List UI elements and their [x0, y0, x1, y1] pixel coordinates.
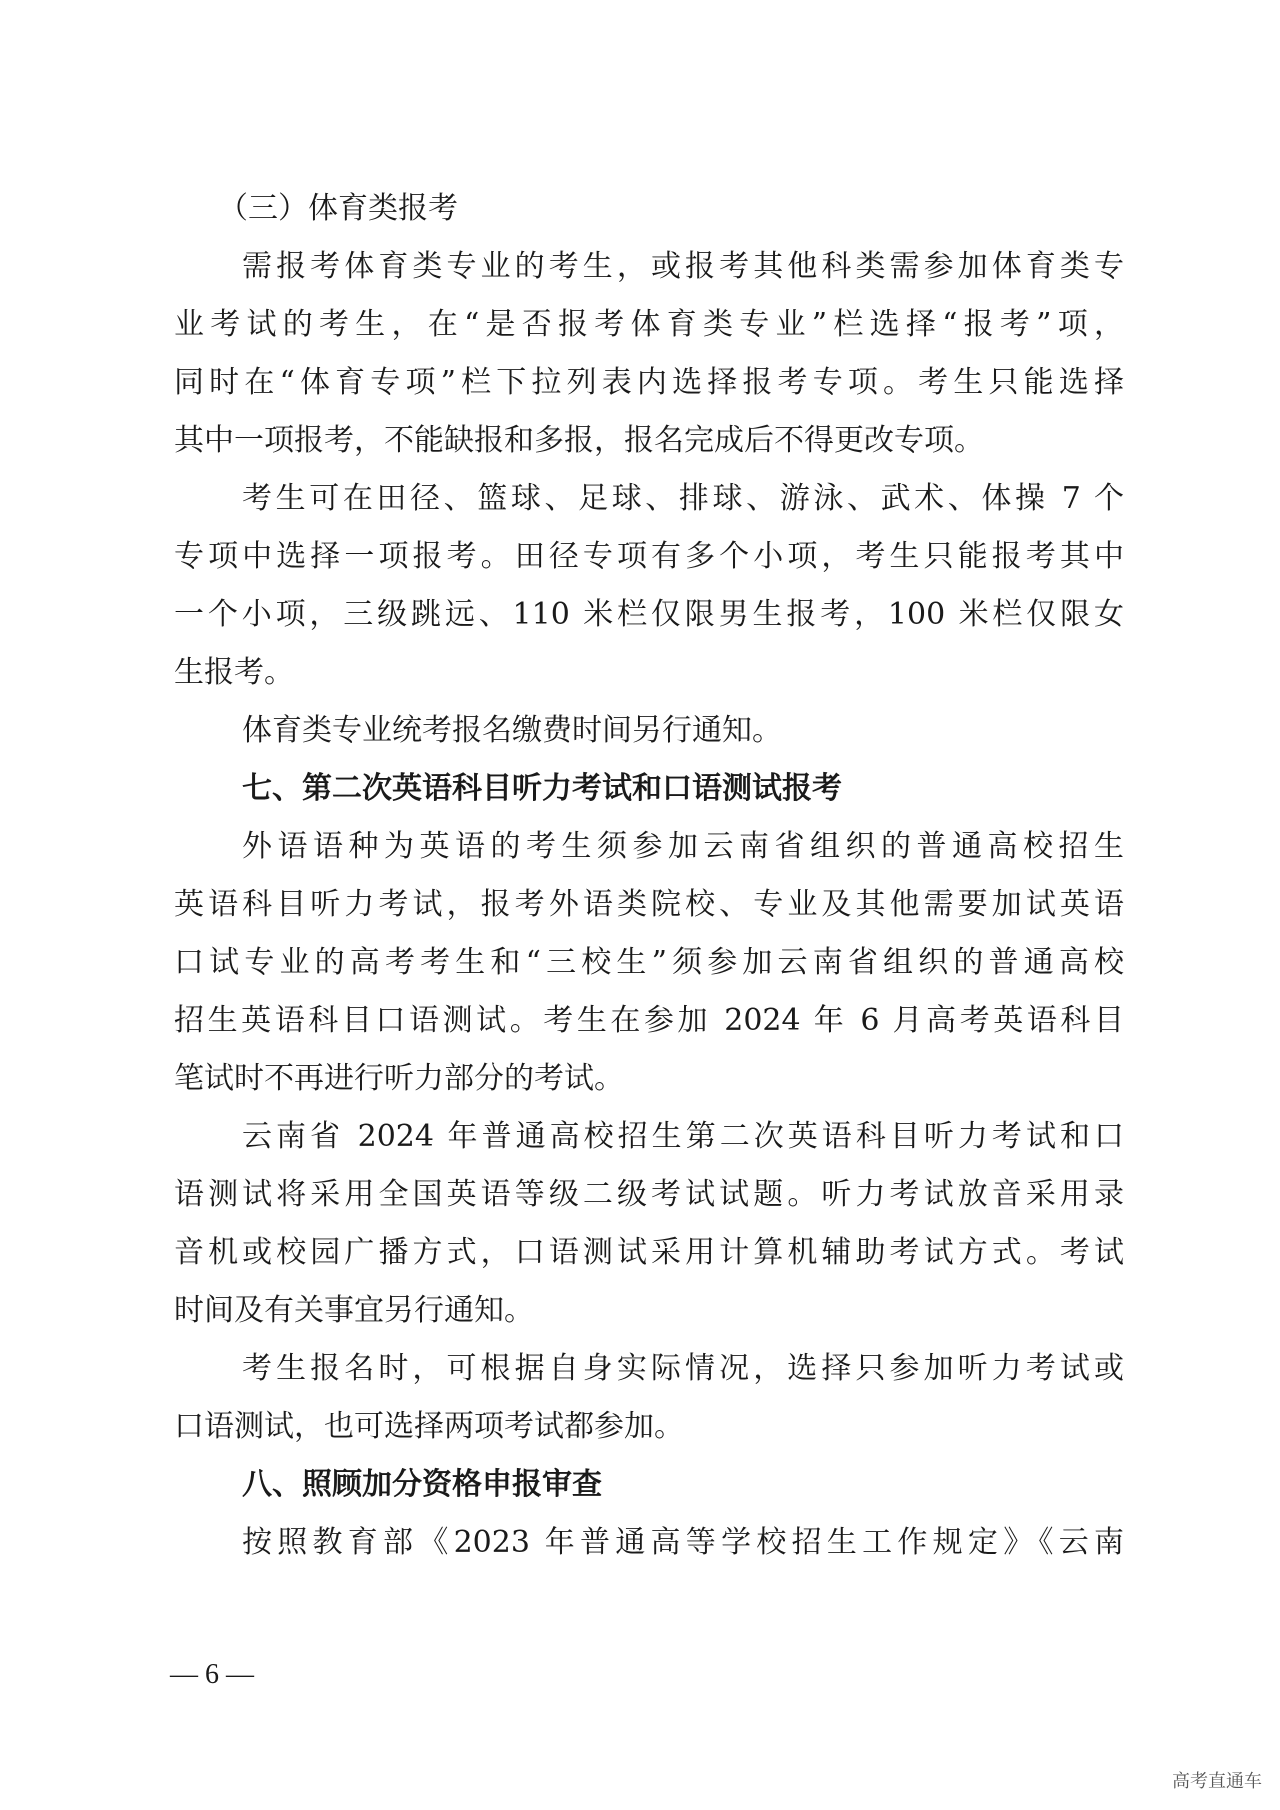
- paragraph-line: 英语科目听力考试，报考外语类院校、专业及其他需要加试英语: [174, 887, 1124, 922]
- paragraph-line: 招生英语科目口语测试。考生在参加 2024 年 6 月高考英语科目: [174, 1003, 1124, 1038]
- paragraph-line: 业考试的考生，在“是否报考体育类专业”栏选择“报考”项，: [174, 307, 1124, 342]
- paragraph-line: 音机或校园广播方式，口语测试采用计算机辅助考试方式。考试: [174, 1235, 1124, 1270]
- paragraph-line: 时间及有关事宜另行通知。: [174, 1293, 534, 1328]
- section-heading-bonus-points: 八、照顾加分资格申报审查: [242, 1467, 602, 1502]
- paragraph-line: 需报考体育类专业的考生，或报考其他科类需参加体育类专: [242, 249, 1124, 284]
- paragraph-line: 口语测试，也可选择两项考试都参加。: [174, 1409, 684, 1444]
- paragraph-line: 外语语种为英语的考生须参加云南省组织的普通高校招生: [242, 829, 1124, 864]
- paragraph-line: 同时在“体育专项”栏下拉列表内选择报考专项。考生只能选择: [174, 365, 1124, 400]
- paragraph-line: 生报考。: [174, 655, 294, 690]
- paragraph-line: 口试专业的高考考生和“三校生”须参加云南省组织的普通高校: [174, 945, 1124, 980]
- watermark-text: 高考直通车: [1172, 1771, 1262, 1792]
- paragraph-line: 语测试将采用全国英语等级二级考试试题。听力考试放音采用录: [174, 1177, 1124, 1212]
- subsection-heading-sports: （三）体育类报考: [218, 191, 458, 226]
- paragraph-line: 笔试时不再进行听力部分的考试。: [174, 1061, 624, 1096]
- paragraph-line: 专项中选择一项报考。田径专项有多个小项，考生只能报考其中: [174, 539, 1124, 574]
- page-number: — 6 —: [170, 1659, 254, 1690]
- section-heading-english-test: 七、第二次英语科目听力考试和口语测试报考: [242, 771, 842, 806]
- paragraph-line: 体育类专业统考报名缴费时间另行通知。: [242, 713, 782, 748]
- paragraph-line: 考生可在田径、篮球、足球、排球、游泳、武术、体操 7 个: [242, 481, 1124, 516]
- document-body: [174, 180, 1124, 1572]
- paragraph-line: 其中一项报考，不能缺报和多报，报名完成后不得更改专项。: [174, 423, 984, 458]
- paragraph-line: 一个小项，三级跳远、110 米栏仅限男生报考，100 米栏仅限女: [174, 597, 1124, 632]
- paragraph-line: 按照教育部《2023 年普通高等学校招生工作规定》《云南: [242, 1525, 1124, 1560]
- paragraph-line: 云南省 2024 年普通高校招生第二次英语科目听力考试和口: [242, 1119, 1124, 1154]
- paragraph-line: 考生报名时，可根据自身实际情况，选择只参加听力考试或: [242, 1351, 1124, 1386]
